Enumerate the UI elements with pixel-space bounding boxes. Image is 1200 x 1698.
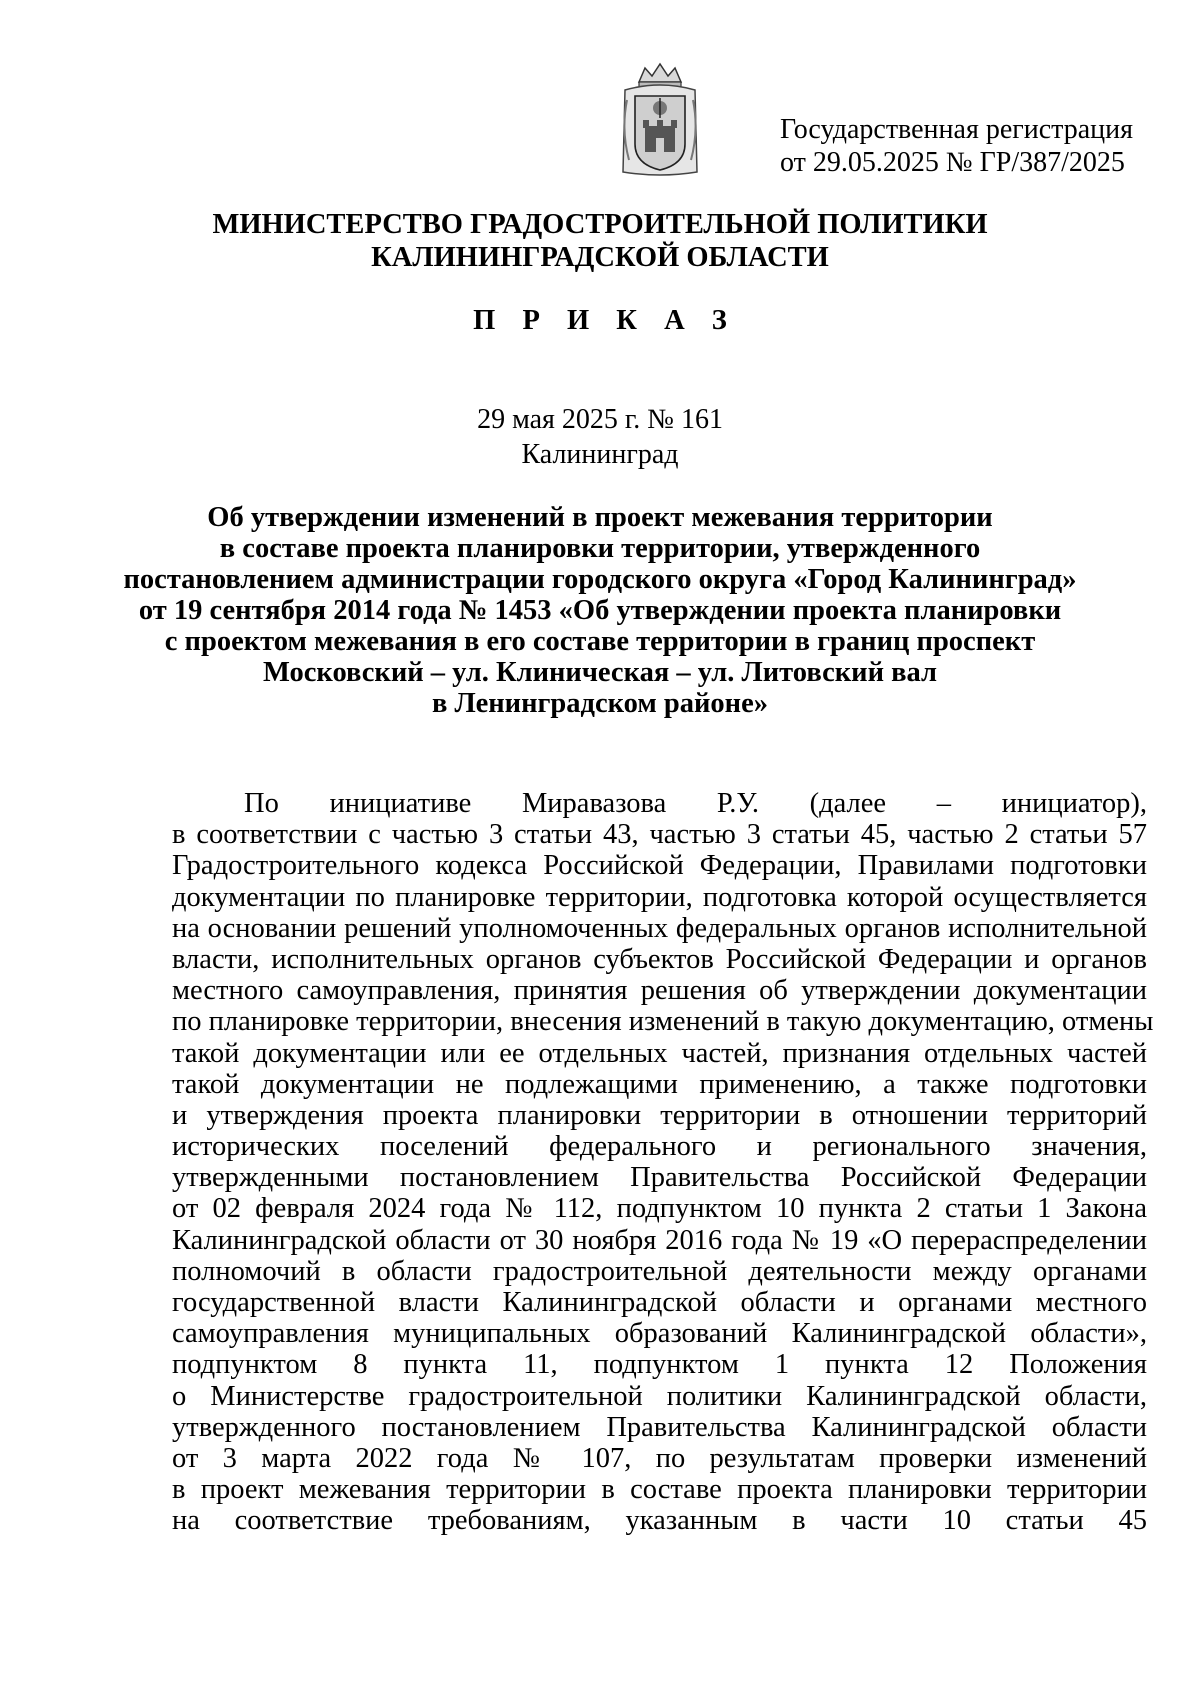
body-line: на соответствие требованиям, указанным в части 10 статьи 45 [172, 1505, 1147, 1537]
body-line: в соответствии с частью 3 статьи 43, частью 3 статьи 45, частью 2 статьи 57 [172, 819, 1147, 851]
body-line: Градостроительного кодекса Российской Федерации, Правилами подготовки [172, 850, 1147, 882]
body-line: в проект межевания территории в составе проекта планировки территории [172, 1474, 1147, 1506]
subject-line: с проектом межевания в его составе территории в границ проспект [164, 626, 1036, 657]
subject-line: в Ленинградском районе» [432, 688, 768, 719]
coat-of-arms-emblem [617, 60, 703, 180]
ministry-name-line-2: КАЛИНИНГРАДСКОЙ ОБЛАСТИ [371, 242, 829, 273]
ministry-name [100, 208, 1100, 274]
body-line: такой документации или ее отдельных частей, признания отдельных частей [172, 1037, 1147, 1069]
body-line: документации по планировке территории, подготовка которой осуществляется [172, 881, 1147, 913]
order-date-block [100, 402, 1100, 472]
registration-number: от 29.05.2025 № ГР/387/2025 [780, 147, 1125, 178]
body-line: на основании решений уполномоченных федеральных органов исполнительной [172, 912, 1147, 944]
state-registration-block [780, 113, 1160, 179]
body-line: такой документации не подлежащими применению, а также подготовки [172, 1068, 1147, 1100]
subject-line: Московский – ул. Клиническая – ул. Литовский вал [263, 657, 937, 688]
subject-line: постановлением администрации городского округа «Город Калининград» [123, 564, 1077, 595]
body-line: По инициативе Миравазова Р.У. (далее – инициатор), [244, 788, 1147, 819]
body-line: подпунктом 8 пункта 11, подпунктом 1 пункта 12 Положения [172, 1349, 1147, 1381]
body-line: по планировке территории, внесения изменений в такую документацию, отмены [172, 1006, 1154, 1038]
order-subject [120, 502, 1080, 719]
body-line: Калининградской области от 30 ноября 2016 года № 19 «О перераспределении [172, 1224, 1147, 1256]
registration-label: Государственная регистрация [780, 114, 1133, 145]
subject-line: Об утверждении изменений в проект межевания территории [207, 502, 993, 533]
body-line: о Министерстве градостроительной политики Калининградской области, [172, 1380, 1147, 1412]
order-title: П Р И К А З [473, 305, 737, 336]
body-line: утвержденными постановлением Правительства Российской Федерации [172, 1162, 1147, 1194]
order-body-paragraph [172, 788, 1154, 1537]
body-line: самоуправления муниципальных образований Калининградской области», [172, 1318, 1147, 1350]
body-line: полномочий в области градостроительной деятельности между органами [172, 1255, 1147, 1287]
order-date-number: 29 мая 2025 г. № 161 [477, 404, 723, 435]
body-line: власти, исполнительных органов субъектов Российской Федерации и органов [172, 943, 1147, 975]
body-line: исторических поселений федерального и регионального значения, [172, 1131, 1147, 1163]
body-line: от 3 марта 2022 года № 107, по результатам проверки изменений [172, 1442, 1147, 1474]
body-line: утвержденного постановлением Правительства Калининградской области [172, 1411, 1147, 1443]
body-line: местного самоуправления, принятия решения об утверждении документации [172, 975, 1147, 1007]
body-line: и утверждения проекта планировки территории в отношении территорий [172, 1099, 1147, 1131]
order-city: Калининград [521, 439, 679, 470]
subject-line: от 19 сентября 2014 года № 1453 «Об утверждении проекта планировки [138, 595, 1062, 626]
body-line: от 02 февраля 2024 года № 112, подпунктом 10 пункта 2 статьи 1 Закона [172, 1193, 1147, 1225]
ministry-name-line-1: МИНИСТЕРСТВО ГРАДОСТРОИТЕЛЬНОЙ ПОЛИТИКИ [212, 209, 988, 240]
body-line: государственной власти Калининградской области и органами местного [172, 1287, 1147, 1318]
subject-line: в составе проекта планировки территории, утвержденного [219, 533, 981, 564]
